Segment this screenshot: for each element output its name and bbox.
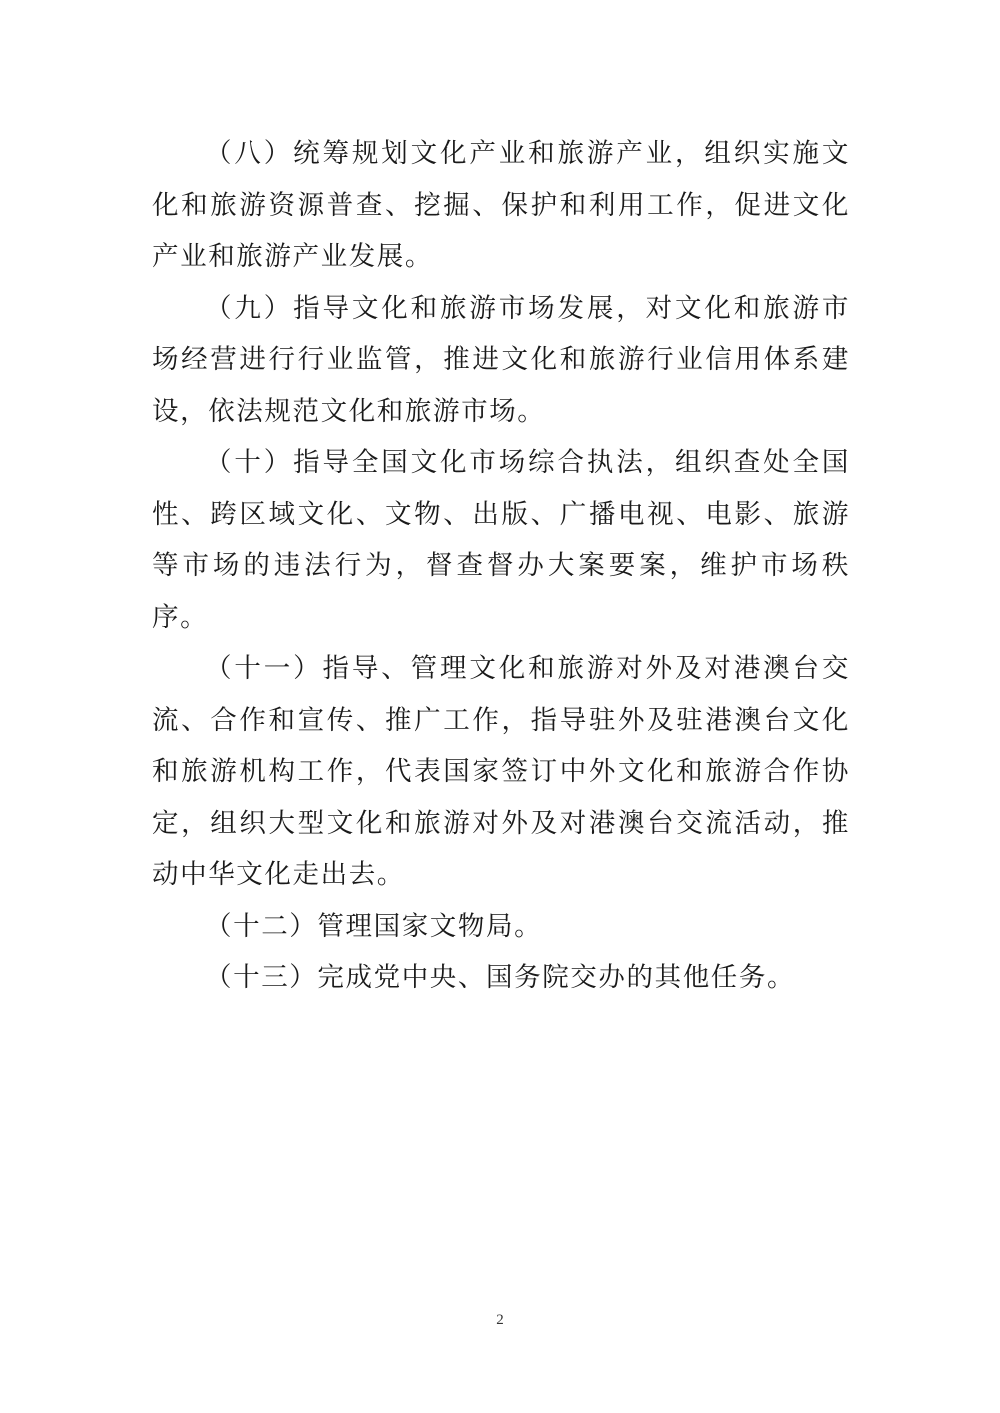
paragraph-8: （八）统筹规划文化产业和旅游产业，组织实施文化和旅游资源普查、挖掘、保护和利用工作，促进文化产业和旅游产业发展。 [152, 138, 850, 272]
paragraph-9: （九）指导文化和旅游市场发展，对文化和旅游市场经营进行行业监管，推进文化和旅游行业信用体系建设，依法规范文化和旅游市场。 [152, 292, 850, 427]
page-number: 2 [496, 1312, 504, 1328]
paragraph-12: （十二）管理国家文物局。 [205, 910, 543, 942]
paragraph-11: （十一）指导、管理文化和旅游对外及对港澳台交流、合作和宣传、推广工作，指导驻外及驻港澳台文化和旅游机构工作，代表国家签订中外文化和旅游合作协定，组织大型文化和旅游对外及对港澳台交流活动，推动中华文化走出去。 [152, 653, 850, 890]
paragraph-13: （十三）完成党中央、国务院交办的其他任务。 [205, 962, 796, 993]
paragraph-10: （十）指导全国文化市场综合执法，组织查处全国性、跨区域文化、文物、出版、广播电视、电影、旅游等市场的违法行为，督查督办大案要案，维护市场秩序。 [152, 447, 850, 633]
document-body [152, 128, 850, 1004]
